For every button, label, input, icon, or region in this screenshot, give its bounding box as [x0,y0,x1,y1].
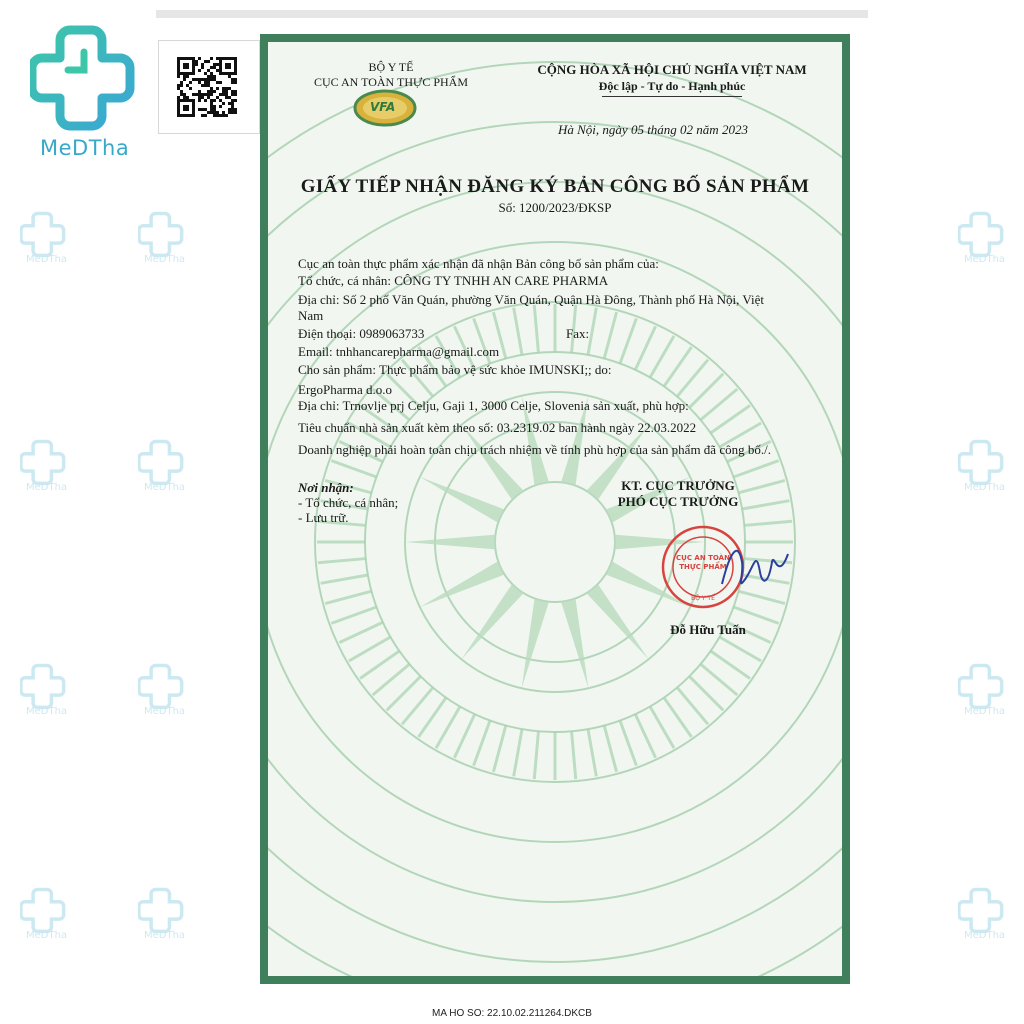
address-line-1: Địa chỉ: Số 2 phố Văn Quán, phường Văn Quán, Quận Hà Đông, Thành phố Hà Nội, Việt [298,292,765,307]
issuer-block [296,60,486,90]
watermark-text: MeDTha [26,482,68,493]
vfa-logo-text: VFA [370,100,396,114]
motto-underline [602,96,742,97]
watermark-text: MeDTha [964,254,1006,265]
stamp-ring-text: BỘ Y TẾ [691,595,715,602]
vfa-logo [352,88,418,133]
stamp-center-text: CỤC AN TOÀN THỰC PHẨM [676,554,730,571]
organization-line: Tổ chức, cá nhân: CÔNG TY TNHH AN CARE PHARMA [298,273,609,288]
fax-line: Fax: [566,326,590,341]
country-name: CỘNG HÒA XÃ HỘI CHỦ NGHĨA VIỆT NAM [537,62,807,77]
recipients-heading: Nơi nhận: [298,480,354,495]
maker-line: ErgoPharma d.o.o [298,382,392,397]
watermark-text: MeDTha [26,254,68,265]
watermark-logo [20,662,80,726]
product-line: Cho sản phẩm: Thực phẩm bảo vệ sức khỏe IMUNSKI;; do: [298,362,612,377]
signer-role-1: KT. CỤC TRƯỞNG [621,478,735,493]
watermark-logo [20,438,80,502]
certificate-frame [260,34,850,984]
watermark-logo [958,886,1018,950]
watermark-logo [138,438,198,502]
watermark-logo [958,662,1018,726]
country-block [502,62,842,97]
motto: Độc lập - Tự do - Hạnh phúc [598,79,746,93]
phone-line: Điện thoại: 0989063733 [298,326,425,341]
signer-role-2: PHÓ CỤC TRƯỞNG [617,494,739,509]
watermark-logo [138,886,198,950]
signer-role-block [588,478,768,510]
issue-date: Hà Nội, ngày 05 tháng 02 năm 2023 [558,122,748,137]
recipient-item: - Tổ chức, cá nhân; [298,495,399,510]
certificate-title: GIẤY TIẾP NHẬN ĐĂNG KÝ BẢN CÔNG BỐ SẢN PHẨM [300,176,810,197]
ministry-name: BỘ Y TẾ [368,60,414,74]
watermark-logo [20,210,80,274]
signer-name: Đỗ Hữu Tuấn [670,622,746,637]
maker-address-line: Địa chỉ: Trnovlje prj Celju, Gaji 1, 3000 Celje, Slovenia sản xuất, phù hợp: [298,398,689,413]
watermark-text: MeDTha [144,706,186,717]
recipients-block [298,480,398,525]
top-bar [156,10,868,18]
watermark-logo [138,662,198,726]
watermark-text: MeDTha [26,930,68,941]
watermark-text: MeDTha [144,482,186,493]
certificate-number: Số: 1200/2023/ĐKSP [498,200,612,215]
email-line: Email: tnhhancarepharma@gmail.com [298,344,500,359]
intro-line: Cục an toàn thực phẩm xác nhận đã nhận Bản công bố sản phẩm của: [298,256,659,271]
handwritten-signature [716,532,796,607]
watermark-text: MeDTha [26,706,68,717]
watermark-logo [138,210,198,274]
watermark-logo [20,886,80,950]
standard-line: Tiêu chuẩn nhà sản xuất kèm theo số: 03.2319.02 ban hành ngày 22.03.2022 [298,420,697,435]
watermark-text: MeDTha [964,930,1006,941]
responsibility-line: Doanh nghiệp phải hoàn toàn chịu trách nhiệm về tính phù hợp của sản phẩm đã công bố./. [298,442,771,457]
watermark-logo [958,438,1018,502]
watermark-text: MeDTha [964,706,1006,717]
qr-code-icon [177,57,237,117]
watermark-text: MeDTha [144,930,186,941]
address-line-2: Nam [298,308,324,323]
watermark-text: MeDTha [144,254,186,265]
watermark-text: MeDTha [964,482,1006,493]
recipient-item: - Lưu trữ. [298,510,349,525]
qr-code[interactable] [158,40,260,134]
brand-name: MeDTha [40,136,130,160]
certificate-page [268,42,842,976]
agency-name: CỤC AN TOÀN THỰC PHẨM [313,75,468,89]
record-code: MA HO SO: 22.10.02.211264.DKCB [432,1008,592,1019]
watermark-logo [958,210,1018,274]
